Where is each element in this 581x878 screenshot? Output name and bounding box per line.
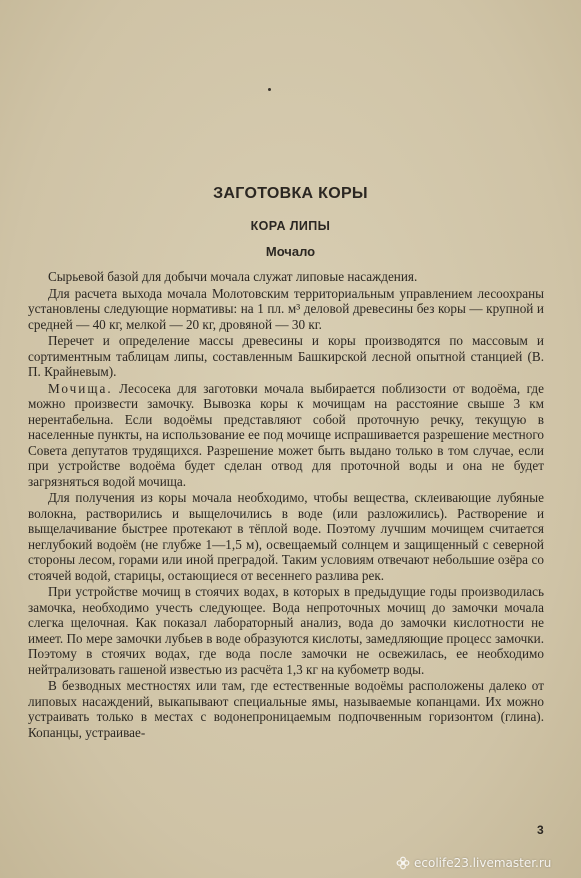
section-heading: Мочало bbox=[265, 244, 316, 259]
watermark bbox=[396, 856, 551, 870]
paragraph bbox=[28, 286, 544, 333]
paragraph bbox=[28, 381, 544, 490]
paragraph-text: Перечет и определение массы древесины и коры производятся по массовым и сортиментным таблицам липы, составленным Башкирской лесной опытной станцией (В. П. Крайневым). bbox=[28, 333, 544, 379]
paragraph-lead: Мочища. bbox=[48, 380, 113, 396]
paragraph-text: Для расчета выхода мочала Молотовским территориальным управлением лесоохраны установлены следующие нормативы: на 1 пл. м³ деловой древесины без коры — крупной и средней — 40 кг, мелкой — 20 кг, дровяной — 30 кг. bbox=[28, 285, 544, 332]
paragraph-text: Сырьевой базой для добычи мочала служат липовые насаждения. bbox=[48, 269, 418, 284]
paragraph-text: При устройстве мочищ в стоячих водах, в которых в предыдущие годы производилась замочка, необходимо учесть следующее. Вода непроточных мочищ до замочки мочала слегка щелочная. Как показал лабораторный анализ, вода до замочки кислотности не имеет. По мере замочки лубьев в воде образуются кислоты, замедляющие процесс замочки. Поэтому в стоячих водах, где вода после замочки не освежилась, ее необходимо нейтрализовать гашеной известью из расчёта 1,3 кг на кубометр воды. bbox=[28, 584, 544, 677]
page-title: ЗАГОТОВКА КОРЫ bbox=[213, 185, 368, 202]
paragraph bbox=[28, 490, 544, 583]
chapter-subtitle: КОРА ЛИПЫ bbox=[250, 219, 331, 233]
paragraph-text: Лесосека для заготовки мочала выбирается поблизости от водоёма, где можно произвести замочку. Вывозка коры к мочищам на расстояние свыше 3 км нерентабельна. Если водоёмы представляют собой проточную речку, текущую в населенные пункты, на использование ее под мочище испрашивается разрешение местного Совета депутатов трудящихся. Разрешение может быть выдано только в том случае, если при устройстве водоёма будет сделан отвод для проточной воды и она не будет загрязняться водой мочища. bbox=[28, 380, 544, 489]
paragraph bbox=[28, 269, 544, 285]
paragraph bbox=[28, 678, 544, 740]
body-text bbox=[28, 269, 544, 740]
flower-icon bbox=[396, 856, 410, 870]
page-number: 3 bbox=[537, 823, 544, 837]
paragraph bbox=[28, 333, 544, 380]
paragraph-text: Для получения из коры мочала необходимо, чтобы вещества, склеивающие лубяные волокна, растворились и выщелочились в воде (или разложились). Растворение и выщелачивание быстрее протекают в тёплой воде. Поэтому лучшим мочищем считается неглубокий водоём (не глубже 1—1,5 м), освещаемый солнцем и защищенный с северной стороны лесом, горами или иной преградой. Таким условиям отвечают небольшие озёра со стоячей водой, старицы, остающиеся от весеннего разлива рек. bbox=[28, 490, 544, 583]
paragraph-text: В безводных местностях или там, где естественные водоёмы расположены далеко от липовых насаждений, выкапывают специальные ямы, называемые копанцами. Их можно устраивать только в местах с водонепроницаемым подпочвенным горизонтом (глина). Копанцы, устраивае- bbox=[28, 678, 544, 740]
paragraph bbox=[28, 584, 544, 677]
print-speck bbox=[268, 88, 271, 91]
watermark-text: ecolife23.livemaster.ru bbox=[414, 856, 552, 870]
